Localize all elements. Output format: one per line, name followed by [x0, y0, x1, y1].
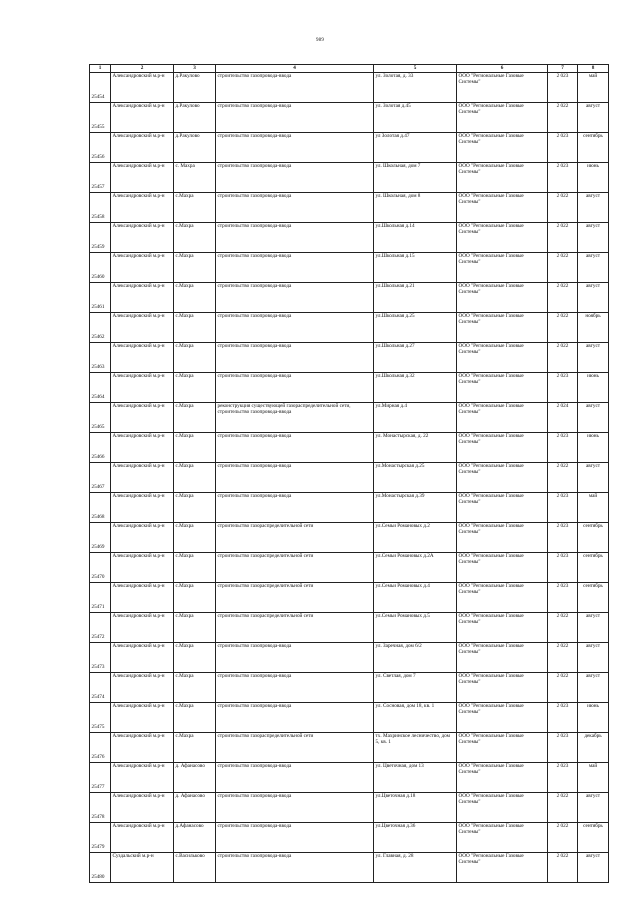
settlement-cell: с.Махра [174, 643, 216, 673]
address-cell: ул.Семьи Романовых д.4 [374, 583, 457, 613]
column-header: 4 [216, 65, 374, 73]
organization-cell: ООО "Региональные Газовые Системы" [457, 403, 548, 433]
organization-cell: ООО "Региональные Газовые Системы" [457, 493, 548, 523]
settlement-cell: с.Махра [174, 283, 216, 313]
month-cell: июнь [578, 433, 609, 463]
district-cell: Александровский м.р-н [111, 493, 174, 523]
organization-cell: ООО "Региональные Газовые Системы" [457, 133, 548, 163]
row-number: 25476 [90, 733, 111, 763]
table-row [90, 763, 609, 793]
table-row [90, 403, 609, 433]
district-cell: Александровский м.р-н [111, 313, 174, 343]
address-cell: ул. Заречная, дом 6/2 [374, 643, 457, 673]
district-cell: Александровский м.р-н [111, 133, 174, 163]
address-cell: ул. Золотая д.45 [374, 103, 457, 133]
table-row [90, 163, 609, 193]
year-cell: 2 023 [548, 763, 578, 793]
work-type-cell: строительство газопровода-ввода [216, 223, 374, 253]
work-type-cell: строительство газораспределительной сети [216, 733, 374, 763]
organization-cell: ООО "Региональные Газовые Системы" [457, 103, 548, 133]
district-cell: Александровский м.р-н [111, 343, 174, 373]
month-cell: сентябрь [578, 583, 609, 613]
column-header: 3 [174, 65, 216, 73]
row-number: 25477 [90, 763, 111, 793]
address-cell: ул.Семьи Романовых д.2А [374, 553, 457, 583]
column-header: 2 [111, 65, 174, 73]
month-cell: июнь [578, 703, 609, 733]
organization-cell: ООО "Региональные Газовые Системы" [457, 583, 548, 613]
district-cell: Александровский м.р-н [111, 673, 174, 703]
table-row [90, 253, 609, 283]
settlement-cell: с.Махра [174, 433, 216, 463]
address-cell: ул.Школьная д.15 [374, 253, 457, 283]
district-cell: Александровский м.р-н [111, 763, 174, 793]
table-row [90, 223, 609, 253]
month-cell: май [578, 73, 609, 103]
table-row [90, 673, 609, 703]
organization-cell: ООО "Региональные Газовые Системы" [457, 853, 548, 883]
year-cell: 2 023 [548, 733, 578, 763]
settlement-cell: с.Махра [174, 523, 216, 553]
settlement-cell: с.Махра [174, 673, 216, 703]
month-cell: август [578, 793, 609, 823]
column-header: 7 [548, 65, 578, 73]
row-number: 25472 [90, 613, 111, 643]
year-cell: 2 023 [548, 583, 578, 613]
table-row [90, 133, 609, 163]
year-cell: 2 023 [548, 373, 578, 403]
district-cell: Александровский м.р-н [111, 373, 174, 403]
year-cell: 2 023 [548, 493, 578, 523]
address-cell: ул.Цветочная д.18 [374, 793, 457, 823]
row-number: 25464 [90, 373, 111, 403]
settlement-cell: с.Махра [174, 253, 216, 283]
year-cell: 2 022 [548, 103, 578, 133]
row-number: 25457 [90, 163, 111, 193]
address-cell: ул.Семьи Романовых д.2 [374, 523, 457, 553]
organization-cell: ООО "Региональные Газовые Системы" [457, 703, 548, 733]
year-cell: 2 022 [548, 793, 578, 823]
settlement-cell: с. Махра [174, 163, 216, 193]
address-cell: ул. Цветочная, дом 13 [374, 763, 457, 793]
year-cell: 2 023 [548, 73, 578, 103]
organization-cell: ООО "Региональные Газовые Системы" [457, 793, 548, 823]
district-cell: Александровский м.р-н [111, 283, 174, 313]
row-number: 25454 [90, 73, 111, 103]
organization-cell: ООО "Региональные Газовые Системы" [457, 643, 548, 673]
organization-cell: ООО "Региональные Газовые Системы" [457, 613, 548, 643]
year-cell: 2 022 [548, 823, 578, 853]
register-table [89, 64, 609, 883]
month-cell: август [578, 223, 609, 253]
work-type-cell: строительство газопровода-ввода [216, 343, 374, 373]
settlement-cell: с.Махра [174, 373, 216, 403]
address-cell: ул.Цветочная д.36 [374, 823, 457, 853]
district-cell: Александровский м.р-н [111, 733, 174, 763]
row-number: 25470 [90, 553, 111, 583]
settlement-cell: д.Ракулово [174, 133, 216, 163]
district-cell: Александровский м.р-н [111, 613, 174, 643]
month-cell: июнь [578, 163, 609, 193]
organization-cell: ООО "Региональные Газовые Системы" [457, 823, 548, 853]
address-cell: ул.Монастырская д.39 [374, 493, 457, 523]
month-cell: август [578, 403, 609, 433]
organization-cell: ООО "Региональные Газовые Системы" [457, 163, 548, 193]
work-type-cell: строительство газопровода-ввода [216, 73, 374, 103]
address-cell: ул.Школьная д.27 [374, 343, 457, 373]
row-number: 25471 [90, 583, 111, 613]
month-cell: сентябрь [578, 823, 609, 853]
district-cell: Александровский м.р-н [111, 223, 174, 253]
month-cell: июнь [578, 373, 609, 403]
row-number: 25478 [90, 793, 111, 823]
work-type-cell: строительство газораспределительной сети [216, 553, 374, 583]
month-cell: май [578, 493, 609, 523]
month-cell: май [578, 763, 609, 793]
month-cell: август [578, 283, 609, 313]
settlement-cell: с.Махра [174, 193, 216, 223]
table-row [90, 523, 609, 553]
organization-cell: ООО "Региональные Газовые Системы" [457, 433, 548, 463]
work-type-cell: строительство газопровода-ввода [216, 463, 374, 493]
month-cell: август [578, 343, 609, 373]
year-cell: 2 022 [548, 643, 578, 673]
address-cell: ул.Монастырская д.25 [374, 463, 457, 493]
address-cell: ул.Школьная д.32 [374, 373, 457, 403]
settlement-cell: д.Афанасово [174, 823, 216, 853]
settlement-cell: д. Афанасово [174, 763, 216, 793]
year-cell: 2 023 [548, 523, 578, 553]
month-cell: август [578, 853, 609, 883]
district-cell: Александровский м.р-н [111, 823, 174, 853]
row-number: 25468 [90, 493, 111, 523]
table-row [90, 343, 609, 373]
settlement-cell: д. Афанасово [174, 793, 216, 823]
work-type-cell: строительство газопровода-ввода [216, 703, 374, 733]
row-number: 25473 [90, 643, 111, 673]
work-type-cell: строительство газопровода-ввода [216, 433, 374, 463]
month-cell: сентябрь [578, 553, 609, 583]
table-row [90, 733, 609, 763]
page-number: 989 [315, 38, 325, 43]
table-row [90, 793, 609, 823]
address-cell: ул.Семьи Романовых д.5 [374, 613, 457, 643]
district-cell: Александровский м.р-н [111, 253, 174, 283]
address-cell: ул.Школьная д.21 [374, 283, 457, 313]
year-cell: 2 024 [548, 403, 578, 433]
year-cell: 2 022 [548, 343, 578, 373]
organization-cell: ООО "Региональные Газовые Системы" [457, 313, 548, 343]
district-cell: Александровский м.р-н [111, 463, 174, 493]
year-cell: 2 022 [548, 193, 578, 223]
month-cell: ноябрь [578, 313, 609, 343]
work-type-cell: реконструкция существующей газораспределительной сети, строительство газопровода-ввода [216, 403, 374, 433]
table-row [90, 613, 609, 643]
work-type-cell: строительство газораспределительной сети [216, 613, 374, 643]
column-header: 1 [90, 65, 111, 73]
work-type-cell: строительство газопровода-ввода [216, 793, 374, 823]
address-cell: ул. Главная, д. 28 [374, 853, 457, 883]
settlement-cell: с.Махра [174, 403, 216, 433]
year-cell: 2 022 [548, 613, 578, 643]
row-number: 25463 [90, 343, 111, 373]
work-type-cell: строительство газопровода-ввода [216, 193, 374, 223]
table-row [90, 703, 609, 733]
row-number: 25465 [90, 403, 111, 433]
work-type-cell: строительство газораспределительной сети [216, 523, 374, 553]
organization-cell: ООО "Региональные Газовые Системы" [457, 373, 548, 403]
year-cell: 2 023 [548, 163, 578, 193]
work-type-cell: строительство газопровода-ввода [216, 823, 374, 853]
address-cell: ул. Монастырская, д. 22 [374, 433, 457, 463]
district-cell: Александровский м.р-н [111, 643, 174, 673]
month-cell: август [578, 643, 609, 673]
settlement-cell: с.Махра [174, 583, 216, 613]
district-cell: Суздальский м.р-н [111, 853, 174, 883]
row-number: 25466 [90, 433, 111, 463]
column-header: 8 [578, 65, 609, 73]
table-row [90, 103, 609, 133]
month-cell: август [578, 193, 609, 223]
month-cell: декабрь [578, 733, 609, 763]
settlement-cell: д.Ракулово [174, 103, 216, 133]
address-cell: ул. Сосновая, дом 18, кв. 1 [374, 703, 457, 733]
row-number: 25479 [90, 823, 111, 853]
row-number: 25461 [90, 283, 111, 313]
district-cell: Александровский м.р-н [111, 583, 174, 613]
work-type-cell: строительство газопровода-ввода [216, 493, 374, 523]
address-cell: ул. Школьная, дом 8 [374, 193, 457, 223]
settlement-cell: с.Махра [174, 313, 216, 343]
address-cell: ул Золотая д.47 [374, 133, 457, 163]
table-row [90, 643, 609, 673]
settlement-cell: с.Махра [174, 223, 216, 253]
address-cell: ул. Светлая, дом 7 [374, 673, 457, 703]
district-cell: Александровский м.р-н [111, 103, 174, 133]
work-type-cell: строительство газопровода-ввода [216, 643, 374, 673]
organization-cell: ООО "Региональные Газовые Системы" [457, 73, 548, 103]
row-number: 25456 [90, 133, 111, 163]
settlement-cell: с.Махра [174, 613, 216, 643]
address-cell: тх. Махринское лесничество, дом 5, кв. 1 [374, 733, 457, 763]
organization-cell: ООО "Региональные Газовые Системы" [457, 763, 548, 793]
table-row [90, 283, 609, 313]
settlement-cell: с.Махра [174, 703, 216, 733]
month-cell: август [578, 463, 609, 493]
table-row [90, 553, 609, 583]
table-row [90, 583, 609, 613]
month-cell: сентябрь [578, 523, 609, 553]
address-cell: ул. Школьная, дом 7 [374, 163, 457, 193]
organization-cell: ООО "Региональные Газовые Системы" [457, 463, 548, 493]
work-type-cell: строительство газопровода-ввода [216, 853, 374, 883]
table-row [90, 433, 609, 463]
table-row [90, 73, 609, 103]
row-number: 25469 [90, 523, 111, 553]
settlement-cell: с.Махра [174, 463, 216, 493]
table-row [90, 463, 609, 493]
table-row [90, 853, 609, 883]
address-cell: ул.Мирная д.4 [374, 403, 457, 433]
table-row [90, 373, 609, 403]
work-type-cell: строительство газопровода-ввода [216, 763, 374, 793]
year-cell: 2 022 [548, 673, 578, 703]
work-type-cell: строительство газопровода-ввода [216, 313, 374, 343]
settlement-cell: с.Махра [174, 733, 216, 763]
district-cell: Александровский м.р-н [111, 433, 174, 463]
organization-cell: ООО "Региональные Газовые Системы" [457, 253, 548, 283]
year-cell: 2 023 [548, 703, 578, 733]
organization-cell: ООО "Региональные Газовые Системы" [457, 523, 548, 553]
year-cell: 2 023 [548, 553, 578, 583]
table-row [90, 493, 609, 523]
month-cell: август [578, 613, 609, 643]
organization-cell: ООО "Региональные Газовые Системы" [457, 223, 548, 253]
organization-cell: ООО "Региональные Газовые Системы" [457, 193, 548, 223]
work-type-cell: строительство газораспределительной сети [216, 583, 374, 613]
district-cell: Александровский м.р-н [111, 553, 174, 583]
organization-cell: ООО "Региональные Газовые Системы" [457, 553, 548, 583]
settlement-cell: с.Васильково [174, 853, 216, 883]
row-number: 25462 [90, 313, 111, 343]
table-row [90, 823, 609, 853]
row-number: 25459 [90, 223, 111, 253]
district-cell: Александровский м.р-н [111, 403, 174, 433]
address-cell: ул.Школьная д.25 [374, 313, 457, 343]
work-type-cell: строительство газопровода-ввода [216, 133, 374, 163]
work-type-cell: строительство газопровода-ввода [216, 163, 374, 193]
settlement-cell: с.Махра [174, 553, 216, 583]
address-cell: ул.Школьная д.14 [374, 223, 457, 253]
month-cell: сентябрь [578, 133, 609, 163]
year-cell: 2 023 [548, 433, 578, 463]
month-cell: август [578, 673, 609, 703]
table-row [90, 193, 609, 223]
row-number: 25455 [90, 103, 111, 133]
address-cell: ул. Золотая, д. 33 [374, 73, 457, 103]
settlement-cell: с.Махра [174, 343, 216, 373]
row-number: 25474 [90, 673, 111, 703]
work-type-cell: строительство газопровода-ввода [216, 373, 374, 403]
column-header: 5 [374, 65, 457, 73]
organization-cell: ООО "Региональные Газовые Системы" [457, 283, 548, 313]
month-cell: август [578, 253, 609, 283]
work-type-cell: строительство газопровода-ввода [216, 283, 374, 313]
district-cell: Александровский м.р-н [111, 523, 174, 553]
year-cell: 2 022 [548, 313, 578, 343]
settlement-cell: д.Ракулово [174, 73, 216, 103]
work-type-cell: строительство газопровода-ввода [216, 103, 374, 133]
organization-cell: ООО "Региональные Газовые Системы" [457, 673, 548, 703]
district-cell: Александровский м.р-н [111, 163, 174, 193]
year-cell: 2 022 [548, 283, 578, 313]
header-row [90, 65, 609, 73]
year-cell: 2 022 [548, 253, 578, 283]
work-type-cell: строительство газопровода-ввода [216, 253, 374, 283]
district-cell: Александровский м.р-н [111, 73, 174, 103]
row-number: 25460 [90, 253, 111, 283]
year-cell: 2 022 [548, 463, 578, 493]
row-number: 25458 [90, 193, 111, 223]
column-header: 6 [457, 65, 548, 73]
work-type-cell: строительство газопровода-ввода [216, 673, 374, 703]
district-cell: Александровский м.р-н [111, 193, 174, 223]
settlement-cell: с.Махра [174, 493, 216, 523]
year-cell: 2 022 [548, 853, 578, 883]
row-number: 25480 [90, 853, 111, 883]
row-number: 25467 [90, 463, 111, 493]
row-number: 25475 [90, 703, 111, 733]
year-cell: 2 022 [548, 223, 578, 253]
district-cell: Александровский м.р-н [111, 703, 174, 733]
organization-cell: ООО "Региональные Газовые Системы" [457, 733, 548, 763]
district-cell: Александровский м.р-н [111, 793, 174, 823]
month-cell: август [578, 103, 609, 133]
table-row [90, 313, 609, 343]
organization-cell: ООО "Региональные Газовые Системы" [457, 343, 548, 373]
year-cell: 2 023 [548, 133, 578, 163]
